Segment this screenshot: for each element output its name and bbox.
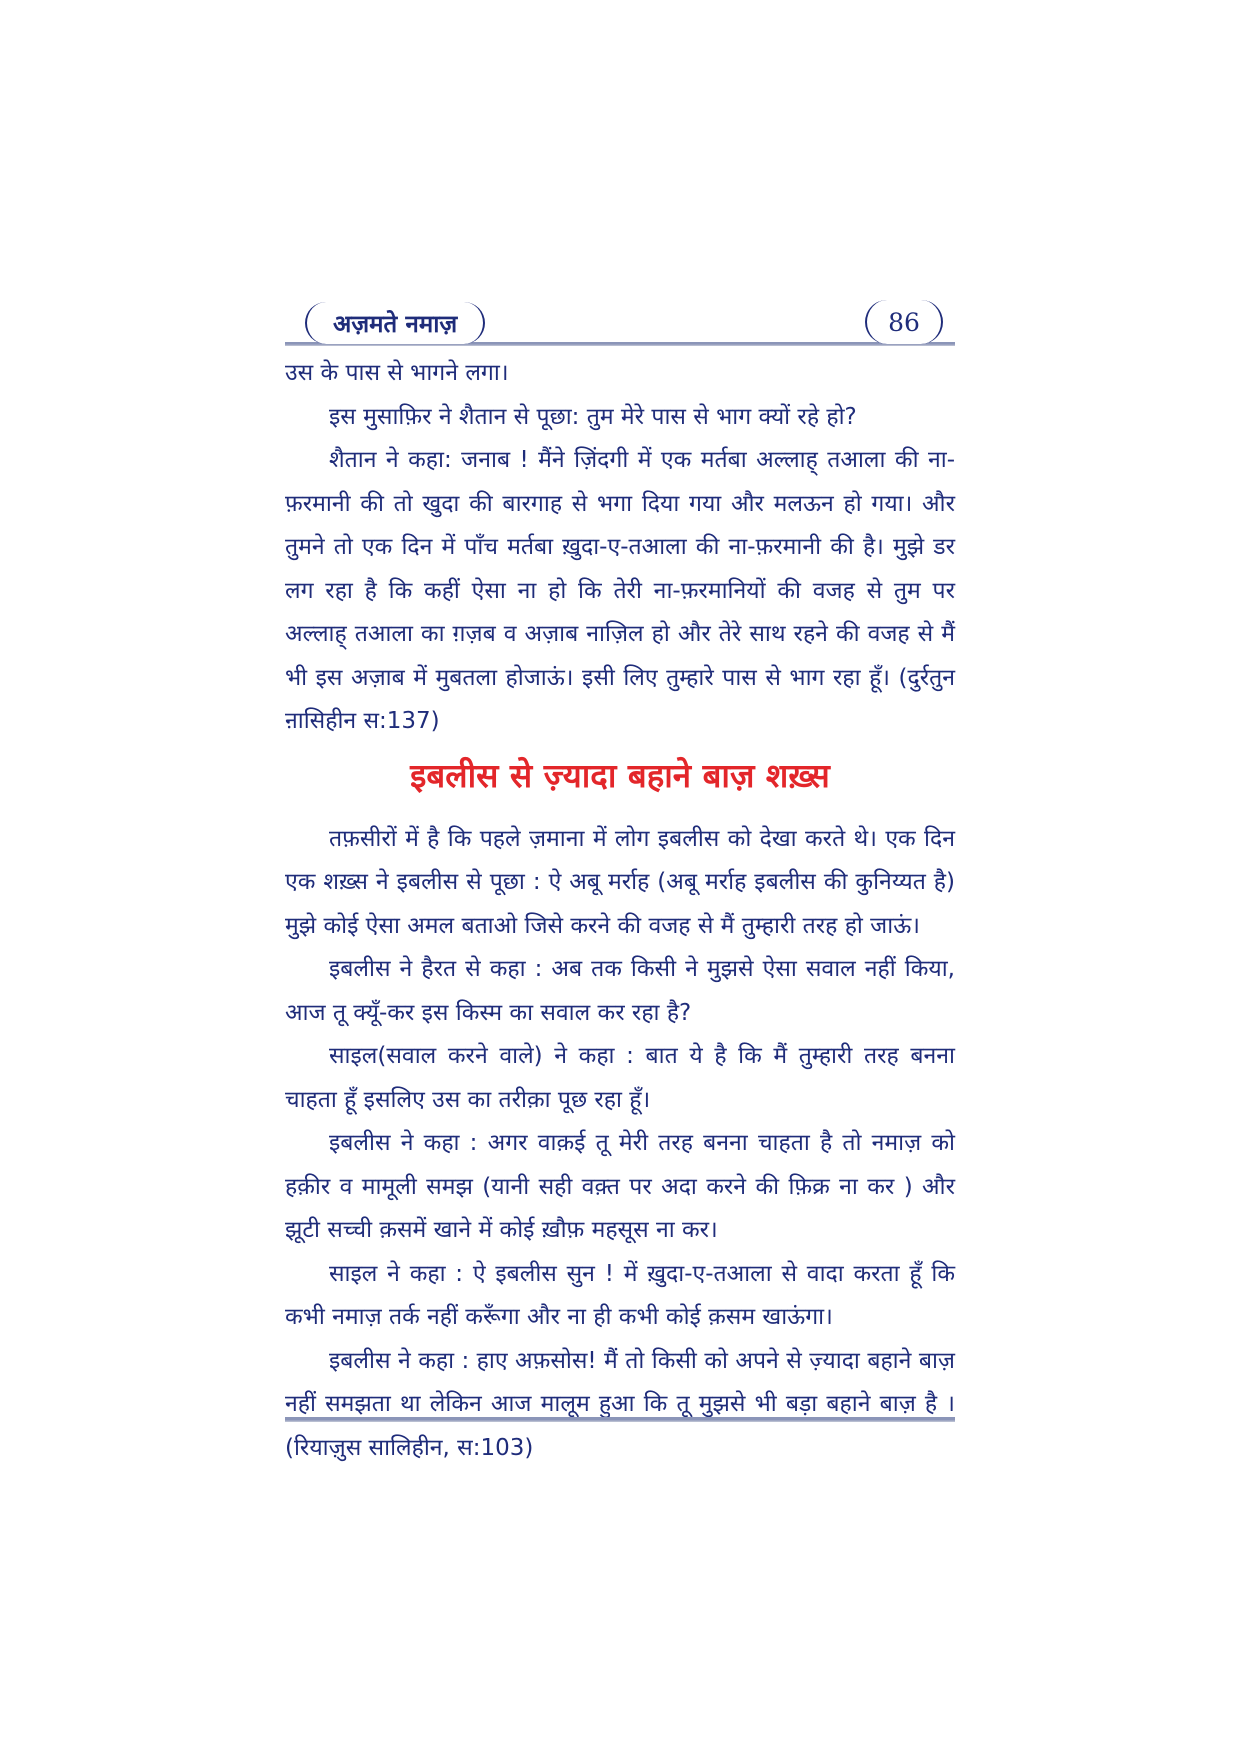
page-content bbox=[285, 352, 955, 1470]
paragraph: तफ़सीरों में है कि पहले ज़माना में लोग इबलीस को देखा करते थे। एक दिन एक शख़्स ने इबलीस से पूछा : ऐ अबू मर्राह (अबू मर्राह इबलीस की कुनिय्यत है) मुझे कोई ऐसा अमल बताओ जिसे करने की वजह से मैं तुम्हारी तरह हो जाऊं। bbox=[285, 825, 955, 939]
paragraph: इस मुसाफ़िर ने शैतान से पूछा: तुम मेरे पास से भाग क्यों रहे हो? bbox=[329, 403, 857, 430]
paragraph: शैतान ने कहा: जनाब ! मैंने ज़िंदगी में एक मर्तबा अल्लाह् तआला की ना-फ़रमानी की तो खुदा की बारगाह से भगा दिया गया और मलऊन हो गया। और तुमने तो एक दिन में पाँच मर्तबा ख़ुदा-ए-तआला की ना-फ़रमानी की है। मुझे डर लग रहा है कि कहीं ऐसा ना हो कि तेरी ना-फ़रमानियों की वजह से तुम पर अल्लाह् तआला का ग़ज़ब व अज़ाब नाज़िल हो और तेरे साथ रहने की वजह से मैं भी इस अज़ाब में मुबतला होजाऊं। इसी लिए तुम्हारे पास से भाग रहा हूँ। (दुर्रतुन ऩासिहीन स:137) bbox=[285, 447, 955, 734]
book-title: अज़मते नमाज़ bbox=[305, 302, 485, 344]
paragraph: साइल(सवाल करने वाले) ने कहा : बात ये है कि मैं तुम्हारी तरह बनना चाहता हूँ इसलिए उस का तरीक़ा पूछ रहा हूँ। bbox=[285, 1043, 955, 1113]
section-heading: इबलीस से ज़्यादा बहाने बाज़ शख़्स bbox=[410, 755, 830, 795]
paragraph-continuation: उस के पास से भागने लगा। bbox=[285, 360, 509, 386]
paragraph: साइल ने कहा : ऐ इबलीस सुन ! में ख़ुदा-ए-तआला से वादा करता हूँ कि कभी नमाज़ तर्क नहीं करूँगा और ना ही कभी कोई क़सम खाऊंगा। bbox=[285, 1260, 955, 1330]
paragraph: इबलीस ने कहा : अगर वाक़ई तू मेरी तरह बनना चाहता है तो नमाज़ को हक़ीर व मामूली समझ (यानी सही वक़्त पर अदा करने की फ़िक्र ना कर ) और झूटी सच्ची क़समें खाने में कोई ख़ौफ़ महसूस ना कर। bbox=[285, 1130, 955, 1243]
paragraph: इबलीस ने हैरत से कहा : अब तक किसी ने मुझसे ऐसा सवाल नहीं किया, आज तू क्यूँ-कर इस किस्म का सवाल कर रहा है? bbox=[285, 956, 955, 1026]
paragraph: इबलीस ने कहा : हाए अफ़सोस! मैं तो किसी को अपने से ज़्यादा बहाने बाज़ नहीं समझता था लेकिन आज मालूम हुआ कि तू मुझसे भी बड़ा बहाने बाज़ है ।(रियाज़ुस सालिहीन, स:103) bbox=[285, 1347, 956, 1461]
page-header bbox=[285, 300, 955, 350]
footer-rule bbox=[285, 1417, 955, 1422]
page-number: 86 bbox=[865, 300, 943, 344]
